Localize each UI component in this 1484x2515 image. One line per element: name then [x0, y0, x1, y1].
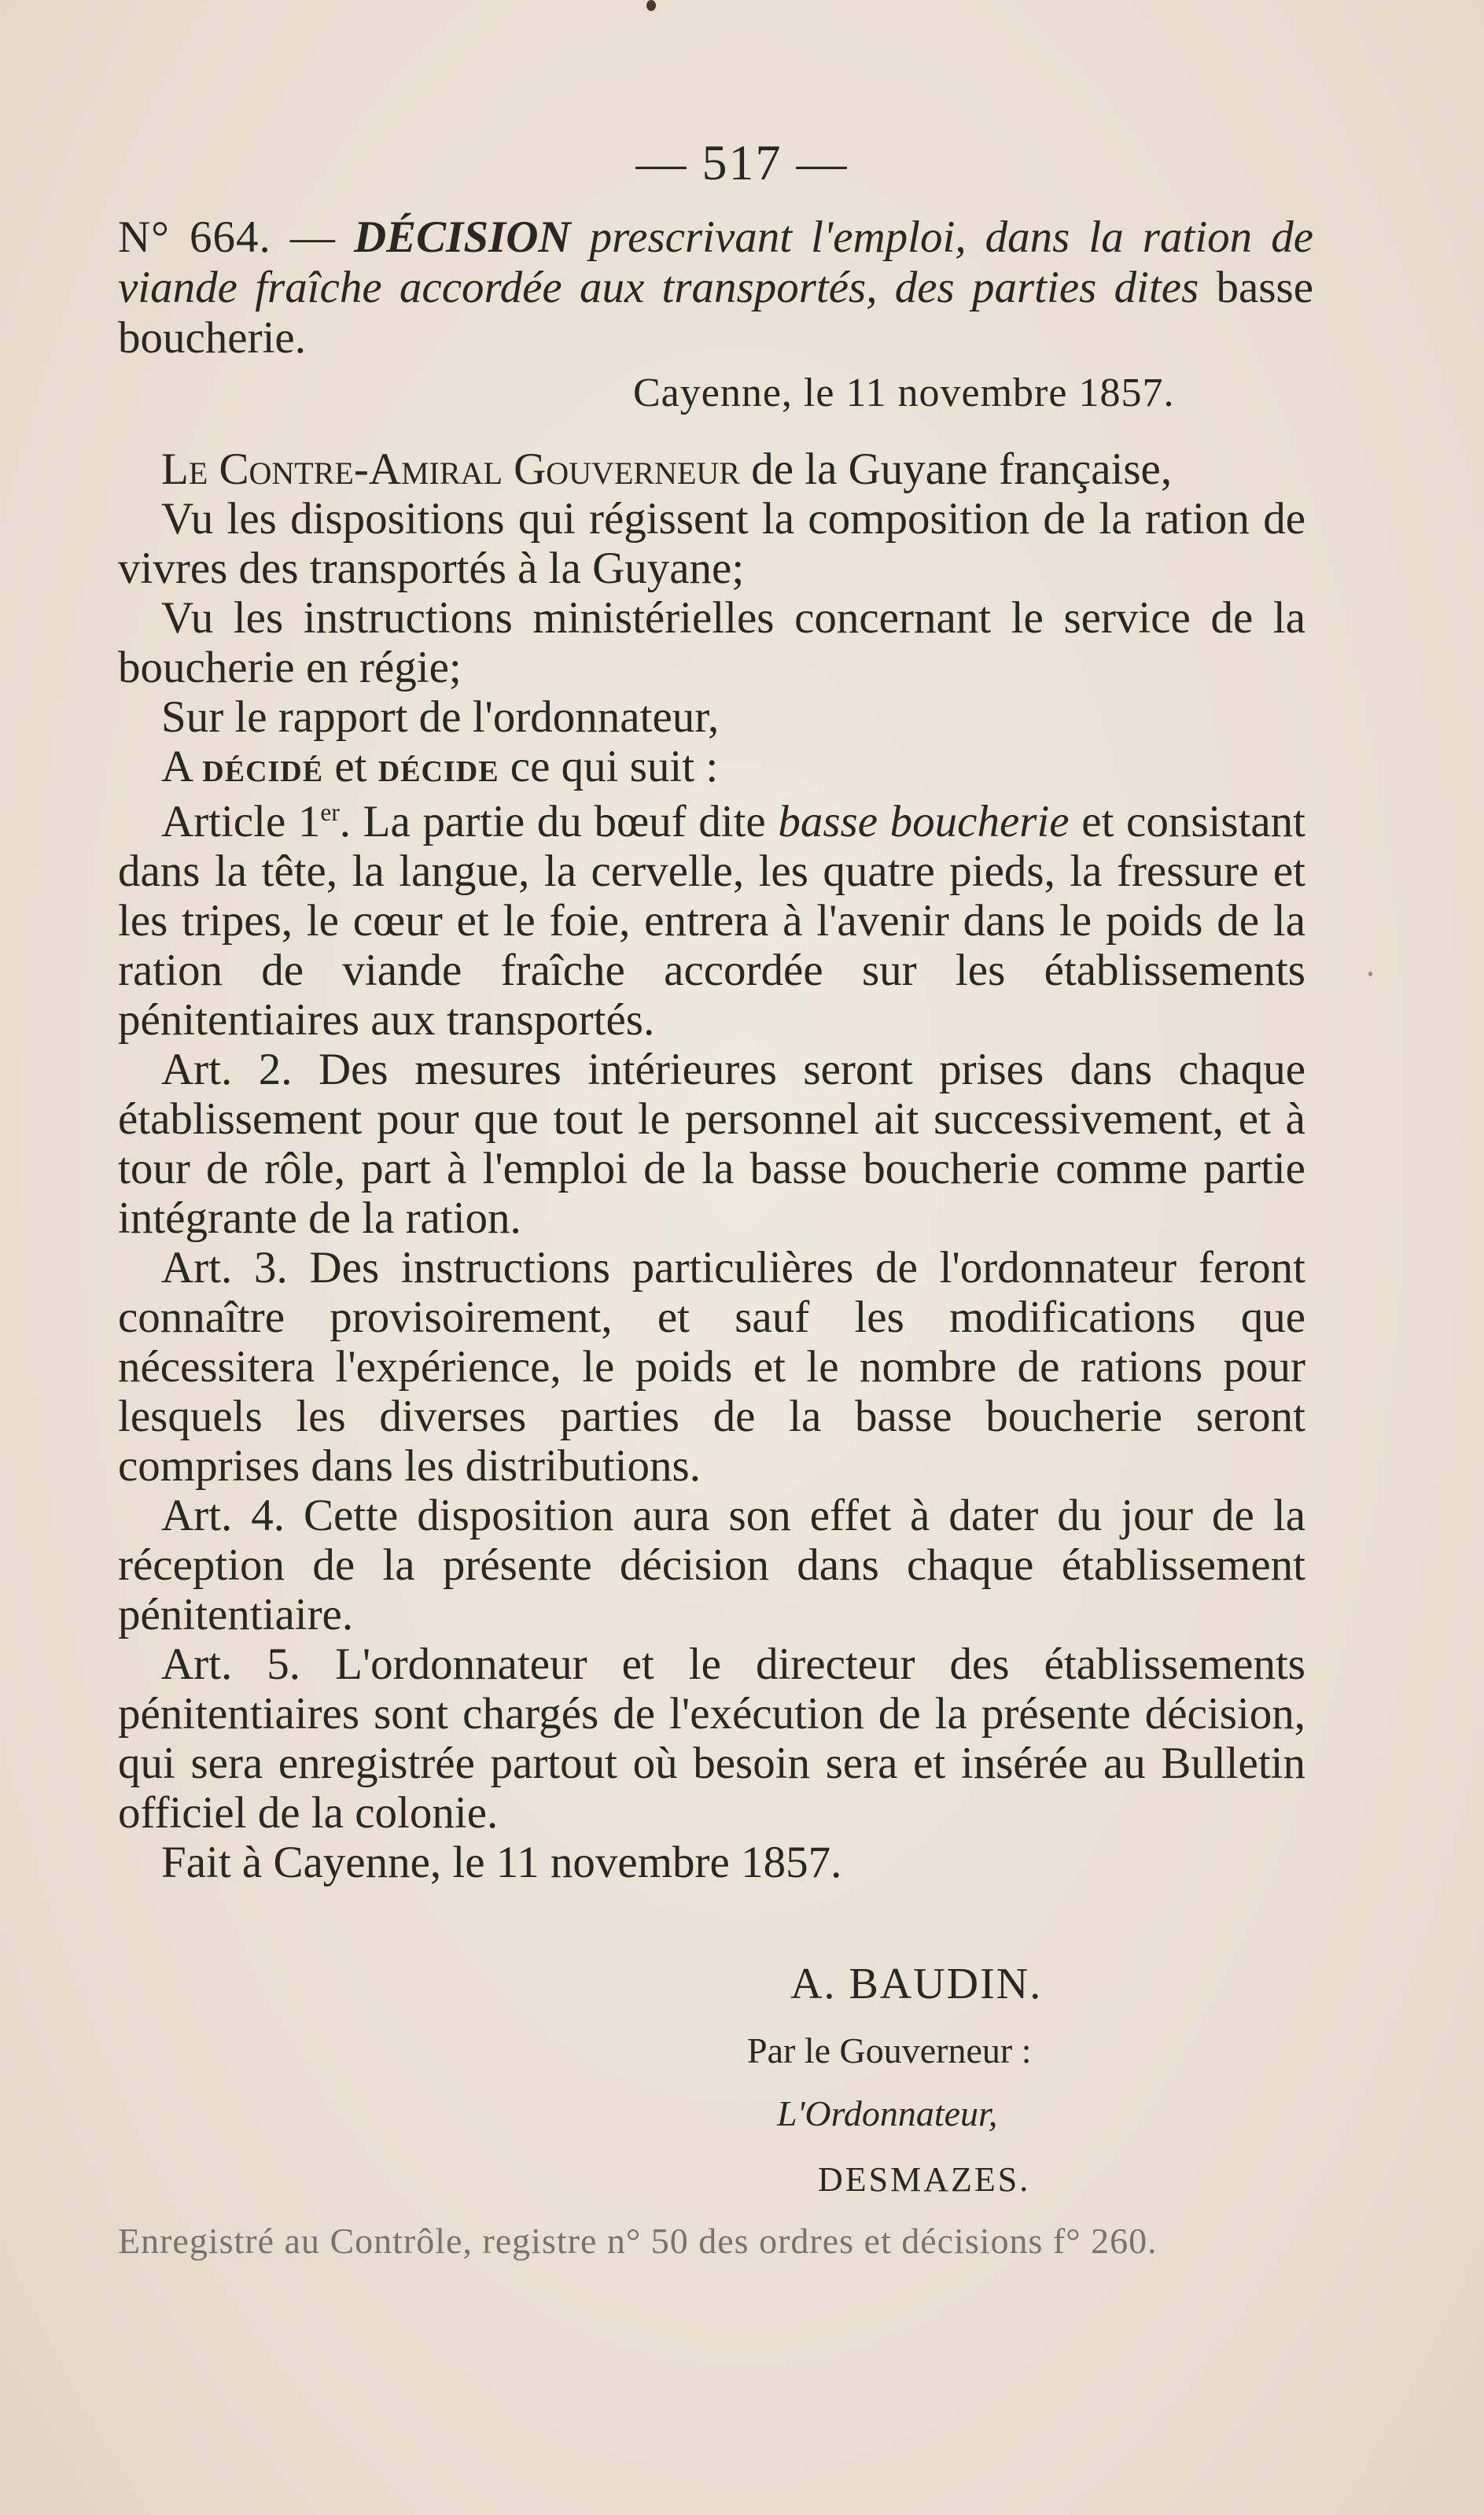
signature-role: L'Ordonnateur,: [777, 2093, 998, 2133]
issuer-rest: de la Guyane française,: [751, 444, 1173, 494]
heading-dash: —: [289, 212, 335, 262]
decision-body: [118, 444, 1305, 1887]
article-2: Art. 2. Des mesures intérieures seront prises dans chaque établissement pour que tout le personnel ait successivement, et à tour de rôle, part à l'emploi de la basse boucherie comme partie intégrante de la ration.: [118, 1045, 1305, 1243]
fait-line: Fait à Cayenne, le 11 novembre 1857.: [161, 1838, 842, 1887]
decide-word-1: DÉCIDÉ: [202, 755, 324, 788]
page-number: — 517 —: [635, 135, 849, 190]
article-5: Art. 5. L'ordonnateur et le directeur des établissements pénitentiaires sont chargés de l'exécution de la présente décision, qui sera enregistrée partout où besoin sera et insérée au Bulletin officiel de la colonie.: [118, 1639, 1305, 1838]
decide-mid: et: [334, 742, 367, 791]
article-4: Art. 4. Cette disposition aura son effet à dater du jour de la réception de la présente décision dans chaque établissement pénitentiaire.: [118, 1491, 1305, 1639]
intro-paragraph: [118, 444, 1305, 494]
considerant-instructions: Vu les instructions ministérielles concernant le service de la boucherie en régie;: [118, 593, 1305, 692]
article-1-label: Article 1: [161, 797, 321, 846]
considerant-dispositions: Vu les dispositions qui régissent la composition de la ration de vivres des transportés à la Guyane;: [118, 494, 1305, 593]
decision-subject: prescrivant l'emploi, dans la ration de viande fraîche accordée aux transportés, des parties dites: [118, 212, 1314, 312]
article-1-sup: er: [320, 798, 340, 826]
decide-prefix: A: [161, 742, 192, 791]
article-1-italic: basse boucherie: [778, 797, 1070, 846]
decision-word: DÉCISION: [353, 212, 571, 262]
ink-speck: [1368, 972, 1372, 976]
decision-number: N° 664.: [118, 212, 271, 262]
signature-governor: A. BAUDIN.: [790, 1960, 1043, 2008]
decide-suffix: ce qui suit :: [510, 742, 719, 791]
signature-by: Par le Gouverneur :: [747, 2030, 1032, 2071]
issuer-title: Le Contre-Amiral Gouverneur: [161, 444, 740, 494]
article-3: Art. 3. Des instructions particulières de l'ordonnateur feront connaître provisoirement, et sauf les modifications que nécessitera l'expérience, le poids et le nombre de rations pour lesquels les diverses parties de la basse boucherie seront comprises dans les distributions.: [118, 1243, 1305, 1491]
considerant-rapport: Sur le rapport de l'ordonnateur,: [161, 692, 720, 742]
decision-subject-end: basse boucherie.: [118, 263, 1314, 363]
dateline: Cayenne, le 11 novembre 1857.: [633, 371, 1175, 415]
ink-speck: [646, 0, 656, 11]
article-1-text-a: . La partie du bœuf dite: [339, 797, 766, 846]
article-1: [118, 797, 1305, 1045]
signature-ordonnateur: DESMAZES.: [818, 2160, 1031, 2199]
decision-heading: [118, 212, 1313, 363]
registry-note: Enregistré au Contrôle, registre n° 50 des ordres et décisions f° 260.: [118, 2221, 1158, 2261]
article-1-text-b: et consistant dans la tête, la langue, la cervelle, les quatre pieds, la fressure et les tripes, le cœur et le foie, entrera à l'avenir dans le poids de la ration de viande fraîche accordée sur les établissements pénitentiaires aux transportés.: [118, 797, 1306, 1045]
decide-line: [118, 742, 1305, 797]
decide-word-2: DÉCIDE: [377, 755, 499, 788]
